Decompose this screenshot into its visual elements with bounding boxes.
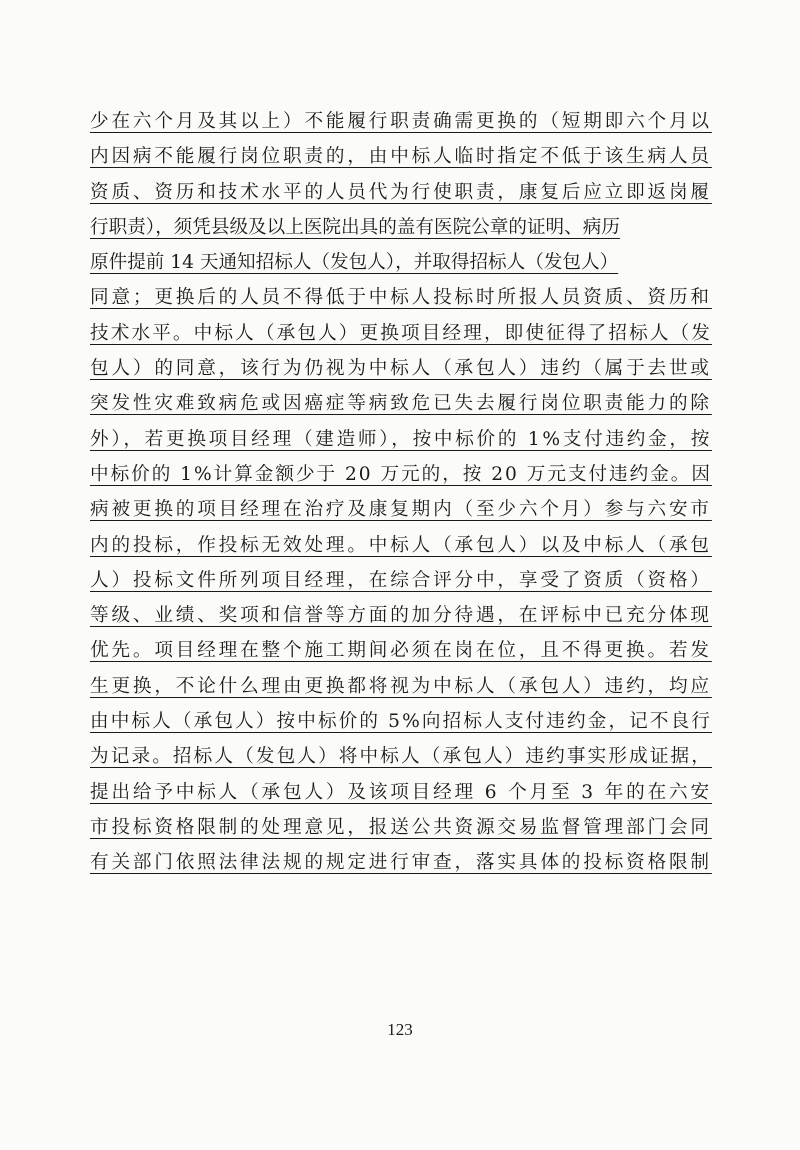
text-line: 同意；更换后的人员不得低于中标人投标时所报人员资质、资历和 (90, 287, 712, 309)
text-line: 突发性灾难致病危或因癌症等病致危已失去履行岗位职责能力的除 (90, 393, 712, 415)
text-line: 提出给予中标人（承包人）及该项目经理 6 个月至 3 年的在六安 (90, 781, 712, 803)
text-line: 外），若更换项目经理（建造师），按中标价的 1%支付违约金，按 (90, 428, 712, 450)
text-line: 内的投标，作投标无效处理。中标人（承包人）以及中标人（承包 (90, 534, 712, 556)
text-line: 中标价的 1%计算金额少于 20 万元的，按 20 万元支付违约金。因 (90, 463, 712, 485)
text-line: 原件提前 14 天通知招标人（发包人），并取得招标人（发包人） (90, 252, 619, 274)
text-line: 包人）的同意，该行为仍视为中标人（承包人）违约（属于去世或 (90, 358, 712, 380)
text-line: 病被更换的项目经理在治疗及康复期内（至少六个月）参与六安市 (90, 499, 712, 521)
text-line: 为记录。招标人（发包人）将中标人（承包人）违约事实形成证据， (90, 746, 712, 768)
text-line: 行职责），须凭县级及以上医院出具的盖有医院公章的证明、病历 (90, 216, 620, 238)
page-number: 123 (387, 1020, 413, 1039)
text-line: 有关部门依照法律法规的规定进行审查，落实具体的投标资格限制 (90, 852, 712, 874)
body-text (90, 104, 712, 881)
text-line: 等级、业绩、奖项和信誉等方面的加分待遇，在评标中已充分体现 (90, 605, 712, 627)
text-line: 市投标资格限制的处理意见，报送公共资源交易监督管理部门会同 (90, 816, 712, 838)
text-line: 人）投标文件所列项目经理，在综合评分中，享受了资质（资格） (90, 569, 712, 591)
text-line: 由中标人（承包人）按中标价的 5%向招标人支付违约金，记不良行 (90, 711, 712, 733)
text-line: 资质、资历和技术水平的人员代为行使职责，康复后应立即返岗履 (90, 181, 712, 203)
text-line: 少在六个月及其以上）不能履行职责确需更换的（短期即六个月以 (90, 111, 712, 132)
text-line: 内因病不能履行岗位职责的，由中标人临时指定不低于该生病人员 (90, 146, 712, 168)
text-line: 生更换，不论什么理由更换都将视为中标人（承包人）违约，均应 (90, 675, 712, 697)
text-line: 优先。项目经理在整个施工期间必须在岗在位，且不得更换。若发 (90, 640, 712, 662)
text-line: 技术水平。中标人（承包人）更换项目经理，即使征得了招标人（发 (90, 322, 712, 344)
